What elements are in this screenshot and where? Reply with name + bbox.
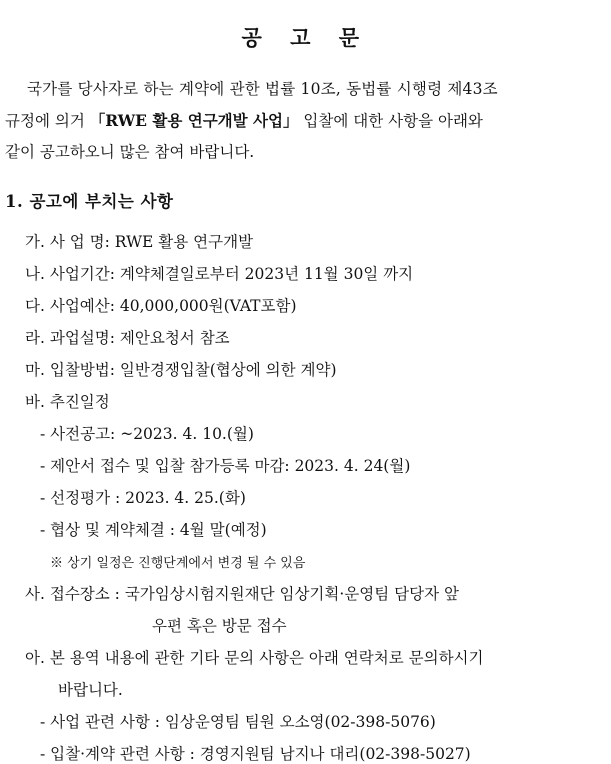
intro-line-2-post: 입찰에 대한 사항을 아래와 (298, 112, 483, 130)
item-value: 40,000,000원(VAT포함) (119, 297, 297, 315)
item-schedule (25, 390, 110, 412)
item-task-description (25, 326, 230, 348)
intro-line-1: 국가를 당사자로 하는 계약에 관한 법률 10조, 동법률 시행령 제43조 (27, 80, 498, 98)
item-bidding-method (25, 358, 337, 380)
item-value: 일반경쟁입찰(협상에 의한 계약) (119, 361, 337, 379)
item-label: 사업예산: (49, 297, 115, 315)
item-marker: 다. (25, 297, 45, 315)
item-value: RWE 활용 연구개발 (114, 233, 254, 251)
contact-bidding: - 입찰·계약 관련 사항 : 경영지원팀 남지나 대리(02-398-5027) (40, 745, 471, 763)
item-marker: 사. (25, 585, 45, 603)
item-label: 추진일정 (49, 393, 110, 411)
schedule-pre-announcement: - 사전공고: ~2023. 4. 10.(월) (40, 425, 254, 443)
schedule-contract: - 협상 및 계약체결 : 4월 말(예정) (40, 521, 267, 539)
item-marker: 아. (25, 649, 45, 667)
item-label: 사업기간: (49, 265, 115, 283)
intro-line-3: 같이 공고하오니 많은 참여 바랍니다. (5, 143, 255, 161)
item-marker: 마. (25, 361, 45, 379)
item-marker: 나. (25, 265, 45, 283)
intro-line-2-pre: 규정에 의거 (5, 112, 90, 130)
inquiry-continuation: 바랍니다. (58, 681, 123, 699)
item-label: 입찰방법: (49, 361, 115, 379)
item-marker: 라. (25, 329, 45, 347)
item-marker: 바. (25, 393, 45, 411)
item-project-budget (25, 294, 297, 316)
contact-project: - 사업 관련 사항 : 임상운영팀 팀원 오소영(02-398-5076) (40, 713, 436, 731)
intro-line-2 (5, 105, 603, 137)
item-project-period (25, 262, 413, 284)
item-value: 계약체결일로부터 2023년 11월 30일 까지 (119, 265, 414, 283)
schedule-evaluation: - 선정평가 : 2023. 4. 25.(화) (40, 489, 246, 507)
item-inquiry (25, 646, 484, 668)
page-title: 공 고 문 (241, 25, 370, 50)
item-text: 본 용역 내용에 관한 기타 문의 사항은 아래 연락처로 문의하시기 (49, 649, 484, 667)
schedule-note: ※ 상기 일정은 진행단계에서 변경 될 수 있음 (50, 556, 306, 571)
project-name-emphasis: 「RWE 활용 연구개발 사업」 (89, 111, 299, 130)
item-project-name (25, 230, 253, 252)
item-value: 제안요청서 참조 (119, 329, 230, 347)
item-label: 접수장소 : (49, 585, 120, 603)
item-value: 국가임상시험지원재단 임상기획·운영팀 담당자 앞 (124, 585, 459, 603)
schedule-proposal-deadline: - 제안서 접수 및 입찰 참가등록 마감: 2023. 4. 24(월) (40, 457, 411, 475)
section-1-title: 1. 공고에 부치는 사항 (5, 192, 174, 211)
item-label: 과업설명: (49, 329, 115, 347)
item-reception (25, 582, 459, 604)
item-label: 사 업 명: (49, 233, 110, 251)
item-marker: 가. (25, 233, 45, 251)
intro-paragraph (5, 74, 603, 168)
reception-method: 우편 혹은 방문 접수 (152, 617, 287, 635)
